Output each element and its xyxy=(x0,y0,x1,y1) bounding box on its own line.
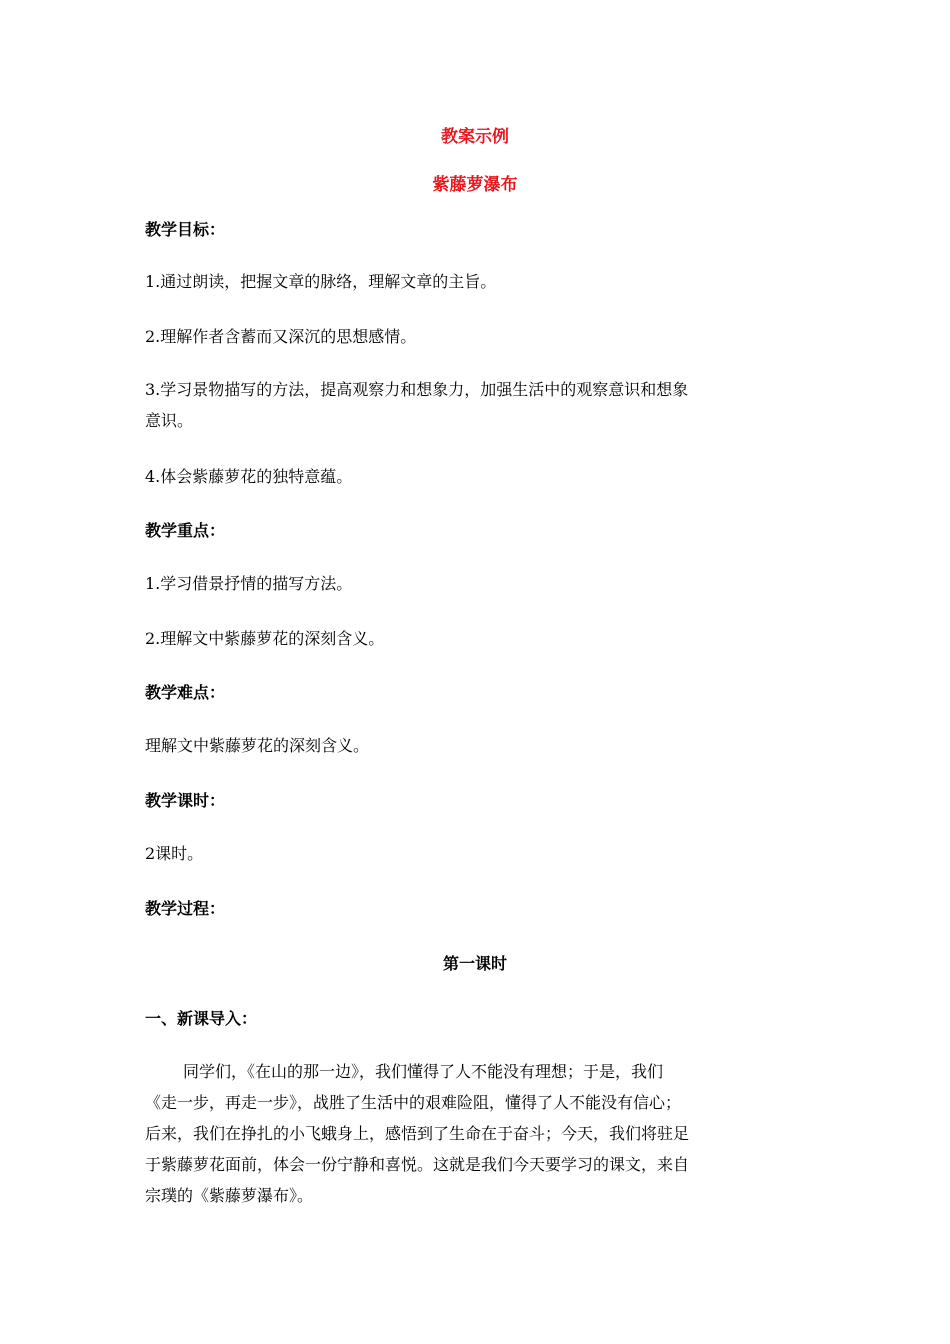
hours-text: 2课时。 xyxy=(145,844,204,863)
intro-paragraph-line-5: 宗璞的《紫藤萝瀑布》。 xyxy=(145,1186,314,1205)
document-subtitle: 紫藤萝瀑布 xyxy=(432,175,518,195)
objective-item-3-line-2: 意识。 xyxy=(145,411,194,430)
key-point-item-2: 2.理解文中紫藤萝花的深刻含义。 xyxy=(145,629,385,648)
difficulties-heading: 教学难点： xyxy=(145,683,226,702)
objective-item-3-line-1: 3.学习景物描写的方法，提高观察力和想象力，加强生活中的观察意识和想象 xyxy=(145,380,689,399)
objective-item-4: 4.体会紫藤萝花的独特意蕴。 xyxy=(145,467,353,486)
objective-item-3 xyxy=(145,374,805,436)
hours-heading: 教学课时： xyxy=(145,791,226,810)
difficulties-text: 理解文中紫藤萝花的深刻含义。 xyxy=(145,736,370,755)
new-lesson-intro-heading: 一、新课导入： xyxy=(145,1009,258,1028)
key-point-item-1: 1.学习借景抒情的描写方法。 xyxy=(145,574,353,593)
process-heading: 教学过程： xyxy=(145,899,226,918)
lesson-one-heading: 第一课时 xyxy=(442,954,507,973)
objectives-heading: 教学目标： xyxy=(145,220,226,239)
document-title: 教案示例 xyxy=(441,127,509,147)
intro-paragraph-line-3: 后来，我们在挣扎的小飞蛾身上，感悟到了生命在于奋斗；今天，我们将驻足 xyxy=(145,1124,690,1143)
key-points-heading: 教学重点： xyxy=(145,521,226,540)
objective-item-2: 2.理解作者含蓄而又深沉的思想感情。 xyxy=(145,327,417,346)
intro-paragraph-line-4: 于紫藤萝花面前，体会一份宁静和喜悦。这就是我们今天要学习的课文，来自 xyxy=(145,1155,690,1174)
intro-paragraph-line-1: 同学们，《在山的那一边》，我们懂得了人不能没有理想；于是，我们 xyxy=(183,1062,664,1081)
objective-item-1: 1.通过朗读，把握文章的脉络，理解文章的主旨。 xyxy=(145,272,497,291)
intro-paragraph-line-2: 《走一步，再走一步》，战胜了生活中的艰难险阻，懂得了人不能没有信心； xyxy=(145,1093,682,1112)
intro-paragraph xyxy=(145,1056,805,1211)
